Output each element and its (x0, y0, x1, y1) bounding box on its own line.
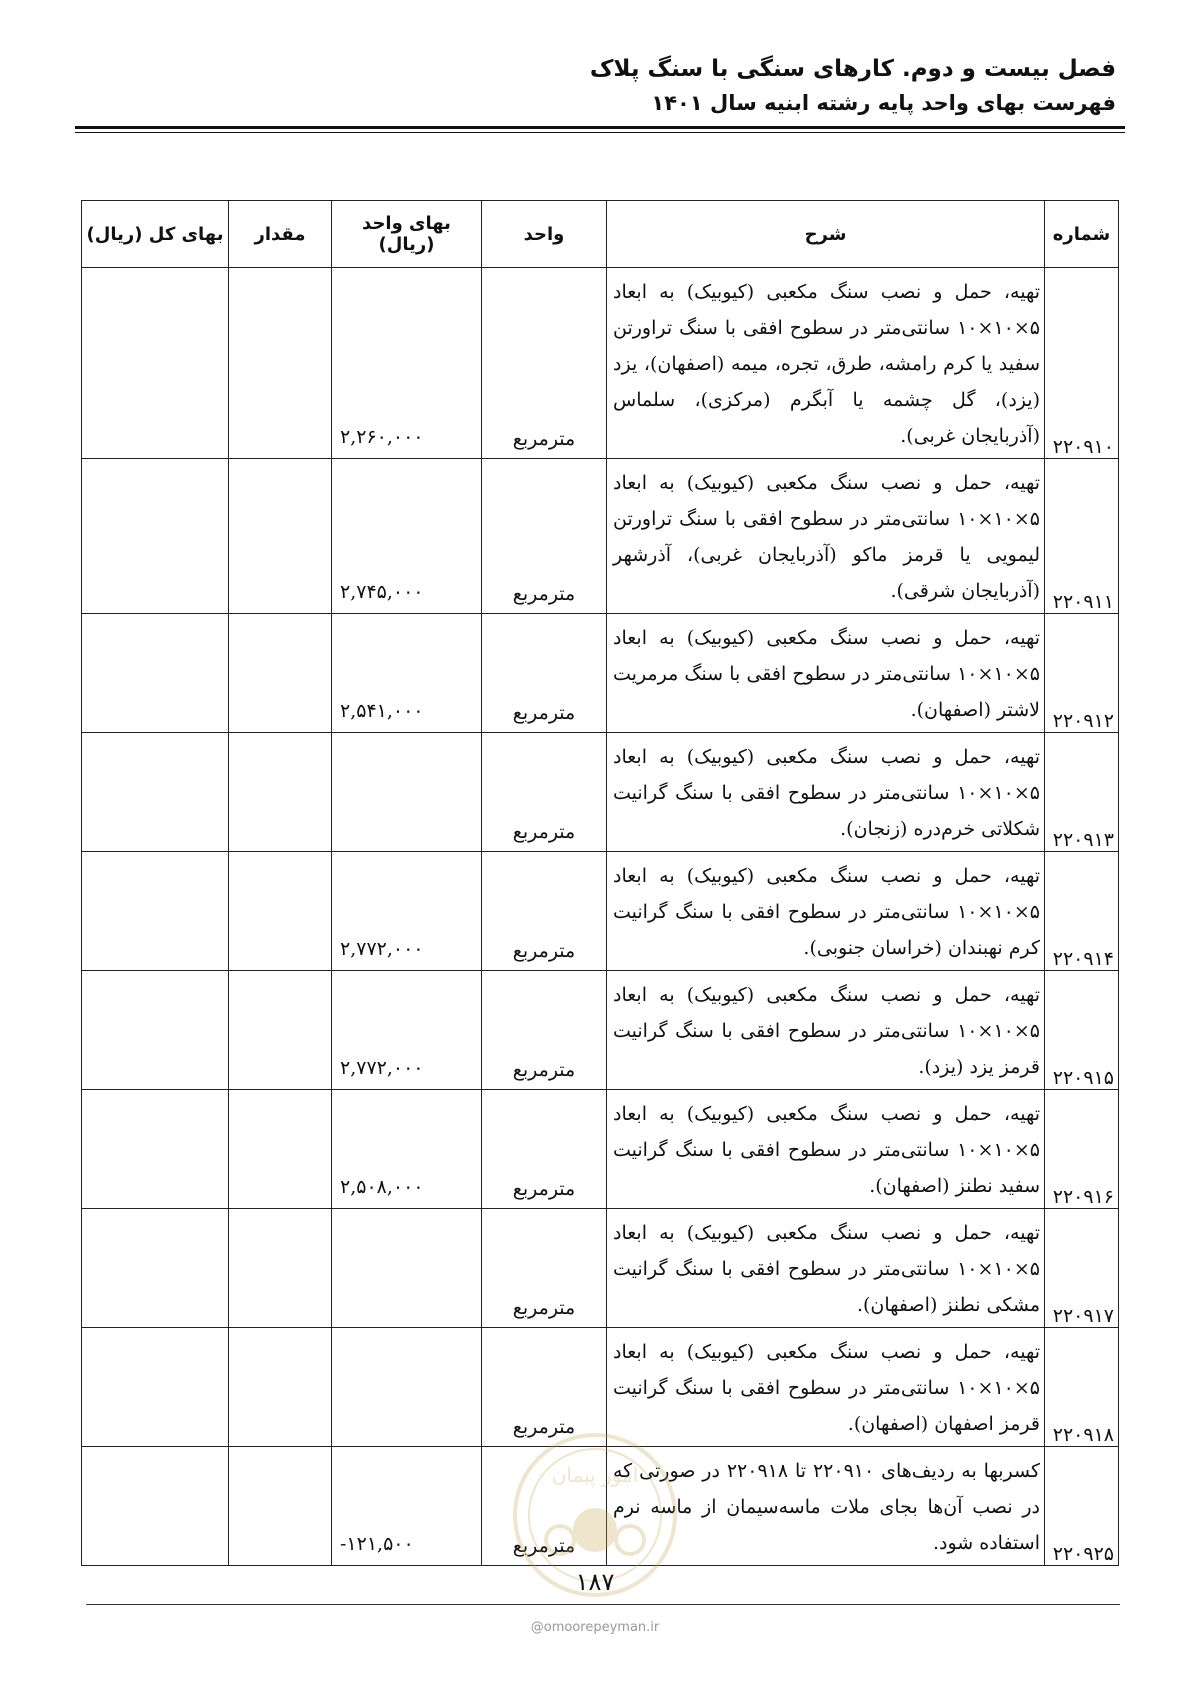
item-unit: مترمربع (482, 459, 607, 614)
item-total-price (82, 971, 229, 1090)
item-unit-price: ۲,۲۶۰,۰۰۰ (332, 268, 482, 459)
table-header-row (82, 201, 1119, 268)
item-quantity (229, 268, 332, 459)
item-unit-price (332, 1209, 482, 1328)
item-unit-price: ۲,۵۴۱,۰۰۰ (332, 614, 482, 733)
table-row (82, 459, 1119, 614)
item-description: کسربها به ردیف‌های ۲۲۰۹۱۰ تا ۲۲۰۹۱۸ در صورتی که در نصب آن‌ها بجای ملات ماسه‌سیمان از ماسه نرم استفاده شود. (607, 1447, 1045, 1566)
item-description: تهیه، حمل و نصب سنگ مکعبی (کیوبیک) به ابعاد ۵×۱۰×۱۰ سانتی‌متر در سطوح افقی با سنگ تراورتن سفید یا کرم رامشه، طرق، تجره، میمه (اصفهان)، یزد (یزد)، گل چشمه یا آبگرم (مرکزی)، سلماس (آذربایجان غربی). (607, 268, 1045, 459)
item-total-price (82, 614, 229, 733)
item-quantity (229, 733, 332, 852)
chapter-title: فصل بیست و دوم. کارهای سنگی با سنگ پلاک (589, 56, 1116, 82)
col-header-unit: واحد (482, 201, 607, 268)
item-code: ۲۲۰۹۱۵ (1045, 971, 1119, 1090)
page-number: ۱۸۷ (575, 1568, 615, 1596)
item-unit: مترمربع (482, 1209, 607, 1328)
item-unit-price: ۲,۷۷۲,۰۰۰ (332, 971, 482, 1090)
item-total-price (82, 1328, 229, 1447)
table-row (82, 268, 1119, 459)
document-subtitle: فهرست بهای واحد پایه رشته ابنیه سال ۱۴۰۱ (651, 91, 1116, 115)
col-header-total: بهای کل (ریال) (82, 201, 229, 268)
item-unit-price: ۲,۷۷۲,۰۰۰ (332, 852, 482, 971)
item-unit: مترمربع (482, 852, 607, 971)
item-quantity (229, 1328, 332, 1447)
item-quantity (229, 852, 332, 971)
table-row (82, 1090, 1119, 1209)
header-rule-thick (75, 126, 1125, 129)
item-quantity (229, 1447, 332, 1566)
website-watermark: @omoorepeyman.ir (530, 1620, 660, 1635)
item-unit: مترمربع (482, 733, 607, 852)
table-row (82, 733, 1119, 852)
col-header-unit-price: بهای واحد (ریال) (332, 201, 482, 268)
item-code: ۲۲۰۹۱۸ (1045, 1328, 1119, 1447)
stamp-text: امور پیمان (551, 1463, 639, 1487)
item-unit-price: ۲,۵۰۸,۰۰۰ (332, 1090, 482, 1209)
item-description: تهیه، حمل و نصب سنگ مکعبی (کیوبیک) به ابعاد ۵×۱۰×۱۰ سانتی‌متر در سطوح افقی با سنگ گرانیت قرمز اصفهان (اصفهان). (607, 1328, 1045, 1447)
item-unit-price: ۲,۷۴۵,۰۰۰ (332, 459, 482, 614)
item-code: ۲۲۰۹۱۲ (1045, 614, 1119, 733)
item-unit: مترمربع (482, 1328, 607, 1447)
item-unit-price (332, 1328, 482, 1447)
price-table (81, 200, 1119, 1566)
item-unit-price: -۱۲۱,۵۰۰ (332, 1447, 482, 1566)
item-unit: مترمربع (482, 614, 607, 733)
item-unit: مترمربع (482, 268, 607, 459)
item-code: ۲۲۰۹۱۰ (1045, 268, 1119, 459)
col-header-desc: شرح (607, 201, 1045, 268)
item-code: ۲۲۰۹۱۳ (1045, 733, 1119, 852)
item-code: ۲۲۰۹۱۱ (1045, 459, 1119, 614)
item-description: تهیه، حمل و نصب سنگ مکعبی (کیوبیک) به ابعاد ۵×۱۰×۱۰ سانتی‌متر در سطوح افقی با سنگ گرانیت سفید نطنز (اصفهان). (607, 1090, 1045, 1209)
footer-rule (86, 1604, 1120, 1605)
item-total-price (82, 733, 229, 852)
item-total-price (82, 1090, 229, 1209)
item-quantity (229, 971, 332, 1090)
item-total-price (82, 852, 229, 971)
item-quantity (229, 459, 332, 614)
item-code: ۲۲۰۹۱۴ (1045, 852, 1119, 971)
item-total-price (82, 268, 229, 459)
col-header-qty: مقدار (229, 201, 332, 268)
item-unit-price (332, 733, 482, 852)
item-quantity (229, 1090, 332, 1209)
table-row (82, 614, 1119, 733)
table-row (82, 852, 1119, 971)
item-code: ۲۲۰۹۲۵ (1045, 1447, 1119, 1566)
item-unit: مترمربع (482, 1447, 607, 1566)
item-code: ۲۲۰۹۱۶ (1045, 1090, 1119, 1209)
item-total-price (82, 1447, 229, 1566)
header-rule-thin (75, 132, 1125, 133)
item-description: تهیه، حمل و نصب سنگ مکعبی (کیوبیک) به ابعاد ۵×۱۰×۱۰ سانتی‌متر در سطوح افقی با سنگ گرانیت قرمز یزد (یزد). (607, 971, 1045, 1090)
item-total-price (82, 1209, 229, 1328)
item-description: تهیه، حمل و نصب سنگ مکعبی (کیوبیک) به ابعاد ۵×۱۰×۱۰ سانتی‌متر در سطوح افقی با سنگ گرانیت شکلاتی خرم‌دره (زنجان). (607, 733, 1045, 852)
item-total-price (82, 459, 229, 614)
table-row (82, 1209, 1119, 1328)
col-header-code: شماره (1045, 201, 1119, 268)
item-description: تهیه، حمل و نصب سنگ مکعبی (کیوبیک) به ابعاد ۵×۱۰×۱۰ سانتی‌متر در سطوح افقی با سنگ تراورتن لیمویی یا قرمز ماکو (آذربایجان غربی)، آذرشهر (آذربایجان شرقی). (607, 459, 1045, 614)
item-unit: مترمربع (482, 1090, 607, 1209)
item-quantity (229, 614, 332, 733)
item-unit: مترمربع (482, 971, 607, 1090)
item-code: ۲۲۰۹۱۷ (1045, 1209, 1119, 1328)
table-row (82, 971, 1119, 1090)
item-description: تهیه، حمل و نصب سنگ مکعبی (کیوبیک) به ابعاد ۵×۱۰×۱۰ سانتی‌متر در سطوح افقی با سنگ گرانیت کرم نهبندان (خراسان جنوبی). (607, 852, 1045, 971)
item-description: تهیه، حمل و نصب سنگ مکعبی (کیوبیک) به ابعاد ۵×۱۰×۱۰ سانتی‌متر در سطوح افقی با سنگ مرمریت لاشتر (اصفهان). (607, 614, 1045, 733)
table-row (82, 1328, 1119, 1447)
item-description: تهیه، حمل و نصب سنگ مکعبی (کیوبیک) به ابعاد ۵×۱۰×۱۰ سانتی‌متر در سطوح افقی با سنگ گرانیت مشکی نطنز (اصفهان). (607, 1209, 1045, 1328)
item-quantity (229, 1209, 332, 1328)
page-header (66, 52, 1116, 120)
